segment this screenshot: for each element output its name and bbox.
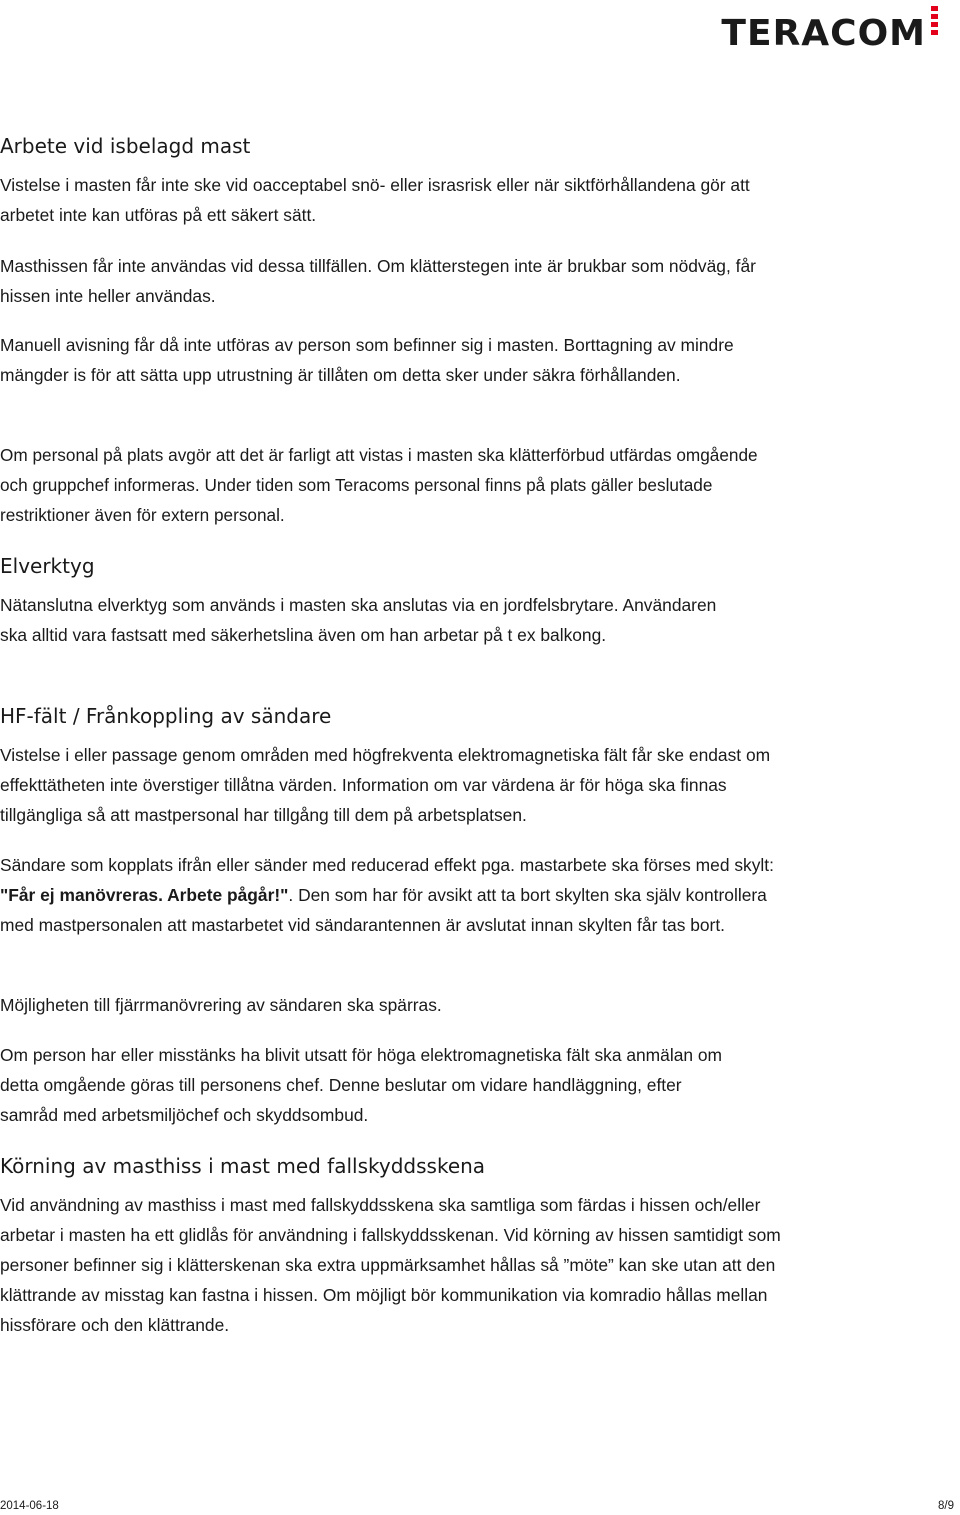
teracom-logo xyxy=(721,4,942,52)
logo-signal-icon xyxy=(928,4,942,44)
section-heading-elverktyg: Elverktyg xyxy=(0,554,95,578)
signage-quote: "Får ej manövreras. Arbete pågår!" xyxy=(0,885,289,905)
logo-text: TERACOM xyxy=(721,13,926,54)
section-heading-isbelagd-mast: Arbete vid isbelagd mast xyxy=(0,134,251,158)
footer-page-number: 8/9 xyxy=(938,1500,954,1512)
signage-text-before: Sändare som kopplats ifrån eller sänder med reducerad effekt pga. mastarbete ska förses med skylt: xyxy=(0,855,774,875)
paragraph: Vistelse i masten får inte ske vid oacceptabel snö- eller israsrisk eller när siktförhållandena gör att arbetet inte kan utföras på ett säkert sätt. xyxy=(0,175,750,225)
footer-date: 2014-06-18 xyxy=(0,1500,59,1512)
paragraph: Om personal på plats avgör att det är farligt att vistas i masten ska klätterförbud utfärdas omgående och gruppchef informeras. Under tiden som Teracoms personal finns på plats gäller beslutade restriktioner även för extern personal. xyxy=(0,445,758,525)
section-heading-masthiss: Körning av masthiss i mast med fallskyddsskena xyxy=(0,1154,486,1178)
section-heading-hf-falt: HF-fält / Frånkoppling av sändare xyxy=(0,704,332,728)
paragraph: Vistelse i eller passage genom områden med högfrekventa elektromagnetiska fält får ske endast om effekttätheten inte överstiger tillåtna värden. Information om var värdena är för höga ska finnas tillgängliga så att mastpersonal har tillgång till dem på arbetsplatsen. xyxy=(0,745,771,825)
paragraph: Masthissen får inte användas vid dessa tillfällen. Om klätterstegen inte är brukbar som nödväg, får hissen inte heller användas. xyxy=(0,256,756,306)
paragraph: Manuell avisning får då inte utföras av person som befinner sig i masten. Borttagning av mindre mängder is för att sätta upp utrustning är tillåten om detta sker under säkra förhållanden. xyxy=(0,335,734,385)
signage-text-after: . Den som har för avsikt att ta bort skylten ska själv kontrollera med mastpersonalen att mastarbetet vid sändarantennen är avslutat innan skylten får tas bort. xyxy=(0,885,767,935)
paragraph: Vid användning av masthiss i mast med fallskyddsskena ska samtliga som färdas i hissen och/eller arbetar i masten ha ett glidlås för användning i fallskyddsskenan. Vid körning av hissen samtidigt som personer befinner sig i klätterskenan ska extra uppmärksamhet hållas så ”möte” kan ske utan att den klättrande av misstag kan fastna i hissen. Om möjligt bör kommunikation via komradio hållas mellan hissförare och den klättrande. xyxy=(0,1195,781,1335)
paragraph: Om person har eller misstänks ha blivit utsatt för höga elektromagnetiska fält ska anmälan om detta omgående göras till personens chef. Denne beslutar om vidare handläggning, efter samråd med arbetsmiljöchef och skyddsombud. xyxy=(0,1045,723,1125)
paragraph: Nätanslutna elverktyg som används i masten ska anslutas via en jordfelsbrytare. Användaren ska alltid vara fastsatt med säkerhetslina även om han arbetar på t ex balkong. xyxy=(0,595,717,645)
paragraph: Möjligheten till fjärrmanövrering av sändaren ska spärras. xyxy=(0,995,442,1015)
paragraph-signage xyxy=(0,850,790,940)
